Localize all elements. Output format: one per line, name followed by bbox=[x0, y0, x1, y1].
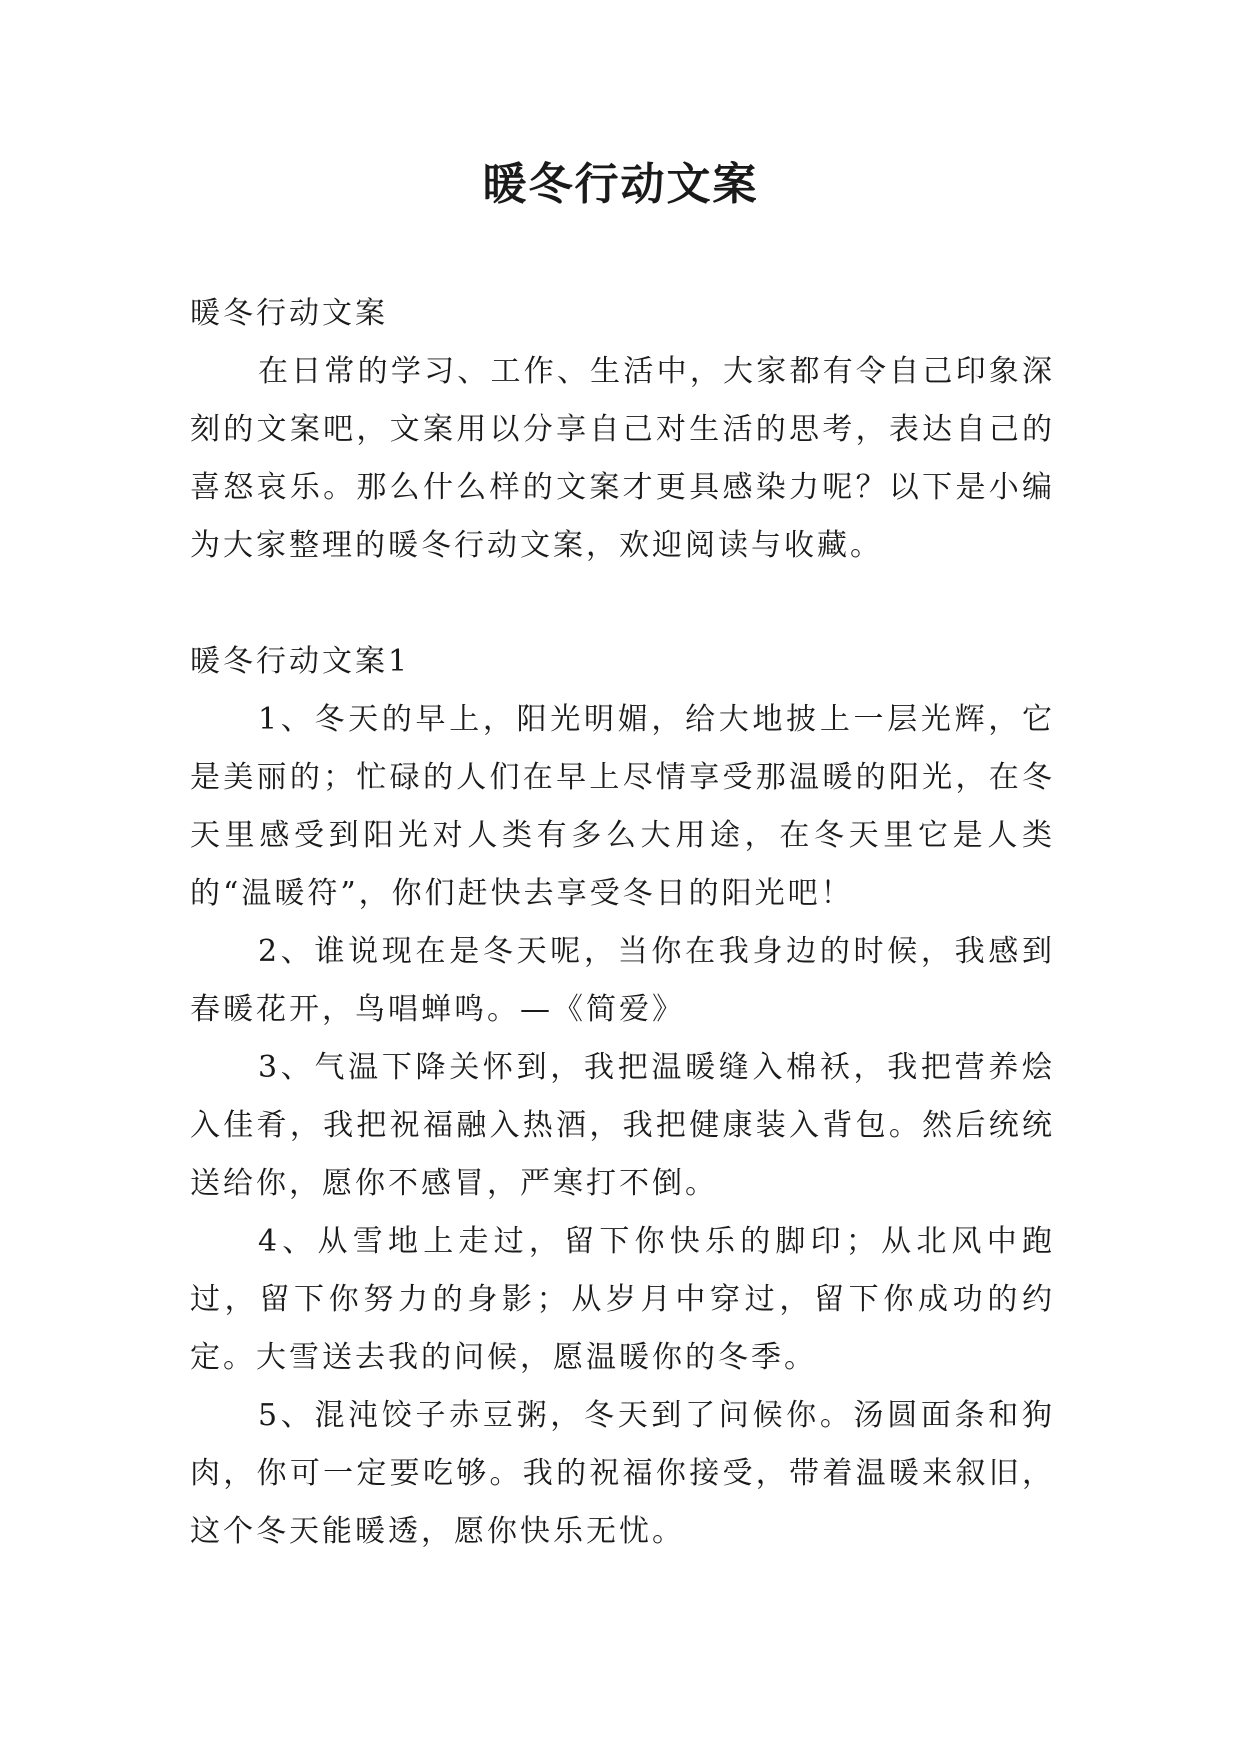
document-body bbox=[190, 285, 1055, 1561]
document-title: 暖冬行动文案 bbox=[482, 159, 759, 210]
list-item: 3、气温下降关怀到，我把温暖缝入棉袄，我把营养烩入佳肴，我把祝福融入热酒，我把健康装入背包。然后统统送给你，愿你不感冒，严寒打不倒。 bbox=[190, 1050, 1055, 1201]
section-spacer bbox=[190, 575, 1055, 633]
intro-paragraph: 在日常的学习、工作、生活中，大家都有令自己印象深刻的文案吧，文案用以分享自己对生活的思考，表达自己的喜怒哀乐。那么什么样的文案才更具感染力呢？以下是小编为大家整理的暖冬行动文案，欢迎阅读与收藏。 bbox=[190, 354, 1055, 563]
intro-heading: 暖冬行动文案 bbox=[190, 296, 388, 331]
section-heading: 暖冬行动文案1 bbox=[190, 644, 411, 679]
list-item: 2、谁说现在是冬天呢，当你在我身边的时候，我感到春暖花开，鸟唱蝉鸣。—《简爱》 bbox=[190, 934, 1055, 1027]
list-item: 1、冬天的早上，阳光明媚，给大地披上一层光辉，它是美丽的；忙碌的人们在早上尽情享受那温暖的阳光，在冬天里感受到阳光对人类有多么大用途，在冬天里它是人类的“温暖符”，你们赶快去享受冬日的阳光吧！ bbox=[190, 702, 1055, 911]
list-item: 5、混沌饺子赤豆粥，冬天到了问候你。汤圆面条和狗肉，你可一定要吃够。我的祝福你接受，带着温暖来叙旧，这个冬天能暖透，愿你快乐无忧。 bbox=[190, 1398, 1055, 1549]
list-item: 4、从雪地上走过，留下你快乐的脚印；从北风中跑过，留下你努力的身影；从岁月中穿过，留下你成功的约定。大雪送去我的问候，愿温暖你的冬季。 bbox=[190, 1224, 1055, 1375]
